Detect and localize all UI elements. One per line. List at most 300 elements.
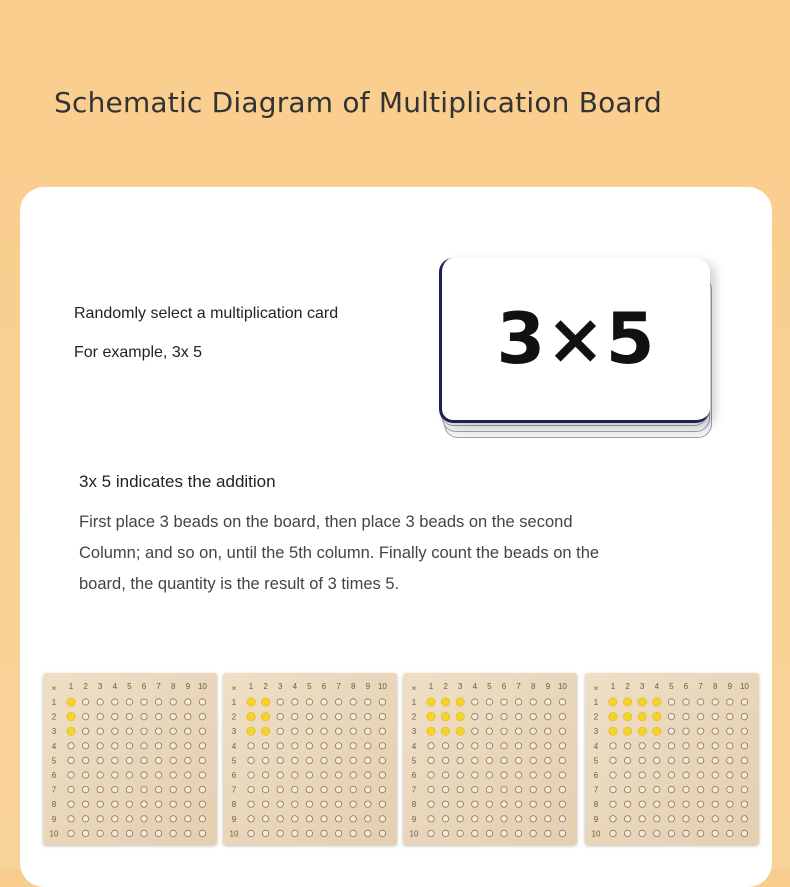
bead-hole xyxy=(248,772,254,778)
description-line-3: board, the quantity is the result of 3 times 5. xyxy=(79,575,400,593)
bead-hole xyxy=(515,699,521,705)
bead-hole xyxy=(350,772,356,778)
bead-hole xyxy=(668,830,674,836)
board-column-label: 1 xyxy=(428,682,434,691)
bead-hole xyxy=(741,728,747,734)
bead-hole xyxy=(712,713,718,719)
bead-hole xyxy=(624,772,630,778)
board-row-label: 2 xyxy=(51,712,57,722)
bead-hole xyxy=(126,699,132,705)
bead-hole xyxy=(530,786,536,792)
bead-hole xyxy=(350,728,356,734)
bead-hole xyxy=(365,728,371,734)
board-column-label: 3 xyxy=(277,682,283,691)
bead-hole xyxy=(185,801,191,807)
bead-hole xyxy=(170,728,176,734)
bead xyxy=(247,727,255,735)
bead-hole xyxy=(350,699,356,705)
board-row-label: 9 xyxy=(231,814,237,824)
bead-hole xyxy=(185,786,191,792)
bead-hole xyxy=(97,699,103,705)
board-column-label: 8 xyxy=(530,682,536,691)
bead-hole xyxy=(457,743,463,749)
bead-hole xyxy=(82,801,88,807)
bead-hole xyxy=(321,699,327,705)
bead-hole xyxy=(262,816,268,822)
bead-hole xyxy=(654,801,660,807)
bead-hole xyxy=(335,801,341,807)
board-column-label: 9 xyxy=(365,682,371,691)
board-row-label: 6 xyxy=(411,771,417,780)
bead-hole xyxy=(501,728,507,734)
board-column-label: 4 xyxy=(654,682,660,691)
board-row-label: 9 xyxy=(593,814,599,824)
bead-hole xyxy=(170,816,176,822)
board-row-label: 2 xyxy=(231,712,237,722)
bead-hole xyxy=(365,757,371,763)
board-column-label: 1 xyxy=(610,682,616,691)
bead-hole xyxy=(365,743,371,749)
bead-hole xyxy=(559,713,565,719)
bead-hole xyxy=(610,743,616,749)
bead-hole xyxy=(486,801,492,807)
bead-hole xyxy=(559,757,565,763)
bead-hole xyxy=(559,772,565,778)
bead-hole xyxy=(697,801,703,807)
bead-hole xyxy=(727,830,733,836)
bead-hole xyxy=(472,699,478,705)
bead-hole xyxy=(321,830,327,836)
bead-hole xyxy=(501,772,507,778)
bead-hole xyxy=(428,743,434,749)
bead-hole xyxy=(515,801,521,807)
bead-hole xyxy=(457,816,463,822)
board-column-label: 2 xyxy=(83,682,88,691)
bead-hole xyxy=(68,801,74,807)
bead-hole xyxy=(170,830,176,836)
bead-hole xyxy=(741,816,747,822)
bead-hole xyxy=(545,757,551,763)
bead-hole xyxy=(683,713,689,719)
bead-hole xyxy=(199,816,205,822)
bead xyxy=(653,712,661,720)
bead-hole xyxy=(654,830,660,836)
bead-hole xyxy=(335,743,341,749)
bead-hole xyxy=(82,699,88,705)
bead-hole xyxy=(199,713,205,719)
bead-hole xyxy=(365,786,371,792)
bead-hole xyxy=(515,772,521,778)
bead-hole xyxy=(350,816,356,822)
board-column-label: 5 xyxy=(669,682,674,691)
bead-hole xyxy=(141,830,147,836)
bead-hole xyxy=(68,830,74,836)
board-column-label: 7 xyxy=(698,682,703,691)
bead xyxy=(247,712,255,720)
bead-hole xyxy=(501,743,507,749)
bead-hole xyxy=(486,728,492,734)
bead-hole xyxy=(292,728,298,734)
bead-hole xyxy=(155,699,161,705)
bead-hole xyxy=(82,830,88,836)
bead-hole xyxy=(712,801,718,807)
board-corner-label: × xyxy=(231,684,237,693)
bead-hole xyxy=(472,728,478,734)
bead-hole xyxy=(141,743,147,749)
bead-hole xyxy=(624,757,630,763)
bead-hole xyxy=(442,743,448,749)
bead-hole xyxy=(486,743,492,749)
bead-hole xyxy=(683,801,689,807)
bead-hole xyxy=(277,757,283,763)
board-row-label: 10 xyxy=(229,829,239,839)
bead-hole xyxy=(697,713,703,719)
bead-hole xyxy=(277,699,283,705)
board-corner-label: × xyxy=(593,684,599,693)
board-column-label: 10 xyxy=(377,682,387,691)
bead-hole xyxy=(306,772,312,778)
bead-hole xyxy=(559,728,565,734)
bead-hole xyxy=(472,713,478,719)
bead-hole xyxy=(697,816,703,822)
board-column-label: 4 xyxy=(472,682,478,691)
bead-hole xyxy=(545,816,551,822)
board-column-label: 3 xyxy=(97,682,103,691)
intro-example: For example, 3x 5 xyxy=(74,344,203,361)
bead-hole xyxy=(457,757,463,763)
bead-hole xyxy=(683,772,689,778)
board-column-label: 5 xyxy=(127,682,132,691)
bead-hole xyxy=(365,772,371,778)
bead-hole xyxy=(112,728,118,734)
bead-hole xyxy=(442,772,448,778)
bead-hole xyxy=(727,786,733,792)
board-corner-label: × xyxy=(411,684,417,693)
bead-hole xyxy=(741,713,747,719)
bead-hole xyxy=(683,786,689,792)
bead xyxy=(441,712,449,720)
bead-hole xyxy=(141,757,147,763)
bead-hole xyxy=(112,772,118,778)
board-grid xyxy=(403,673,577,845)
bead-hole xyxy=(112,757,118,763)
board-row-label: 5 xyxy=(51,756,57,766)
bead-hole xyxy=(741,786,747,792)
bead-hole xyxy=(545,772,551,778)
bead-hole xyxy=(335,830,341,836)
bead-hole xyxy=(112,830,118,836)
bead-hole xyxy=(68,757,74,763)
bead-hole xyxy=(683,757,689,763)
bead-hole xyxy=(428,801,434,807)
board-column-label: 8 xyxy=(350,682,356,691)
bead-hole xyxy=(292,699,298,705)
bead-hole xyxy=(727,699,733,705)
bead-hole xyxy=(170,757,176,763)
board-row-label: 7 xyxy=(51,785,57,795)
board-row-label: 8 xyxy=(51,800,57,810)
bead-hole xyxy=(170,801,176,807)
bead-hole xyxy=(683,743,689,749)
bead-hole xyxy=(306,699,312,705)
board-row-label: 9 xyxy=(411,814,417,824)
bead-hole xyxy=(185,816,191,822)
bead-hole xyxy=(559,801,565,807)
bead-hole xyxy=(501,816,507,822)
bead-hole xyxy=(530,743,536,749)
bead-hole xyxy=(126,728,132,734)
bead-hole xyxy=(126,772,132,778)
bead-hole xyxy=(428,786,434,792)
bead-hole xyxy=(515,713,521,719)
bead-hole xyxy=(97,772,103,778)
bead-hole xyxy=(185,830,191,836)
bead-hole xyxy=(668,801,674,807)
bead-hole xyxy=(277,728,283,734)
bead-hole xyxy=(170,772,176,778)
board-row-label: 7 xyxy=(411,785,417,795)
bead-hole xyxy=(727,713,733,719)
bead-hole xyxy=(712,728,718,734)
board-column-label: 9 xyxy=(727,682,733,691)
bead-hole xyxy=(610,772,616,778)
bead-hole xyxy=(472,830,478,836)
bead xyxy=(261,698,269,706)
bead-hole xyxy=(335,757,341,763)
bead-hole xyxy=(350,743,356,749)
bead-hole xyxy=(727,757,733,763)
multiplication-board-3 xyxy=(403,673,577,845)
bead-hole xyxy=(365,816,371,822)
multiplication-board-4 xyxy=(585,673,759,845)
bead-hole xyxy=(185,743,191,749)
bead-hole xyxy=(697,699,703,705)
bead-hole xyxy=(472,786,478,792)
bead-hole xyxy=(141,713,147,719)
bead-hole xyxy=(365,801,371,807)
board-column-label: 4 xyxy=(292,682,298,691)
bead-hole xyxy=(559,830,565,836)
bead-hole xyxy=(741,772,747,778)
bead-hole xyxy=(170,786,176,792)
bead-hole xyxy=(185,713,191,719)
bead-hole xyxy=(112,816,118,822)
bead-hole xyxy=(624,801,630,807)
bead xyxy=(67,712,75,720)
bead-hole xyxy=(335,713,341,719)
board-row-label: 10 xyxy=(49,829,59,839)
bead xyxy=(638,712,646,720)
bead-hole xyxy=(428,816,434,822)
bead-hole xyxy=(199,830,205,836)
bead-hole xyxy=(668,743,674,749)
description-line-1: First place 3 beads on the board, then place 3 beads on the second xyxy=(79,513,573,531)
bead-hole xyxy=(515,743,521,749)
bead-hole xyxy=(668,713,674,719)
bead xyxy=(67,698,75,706)
board-row-label: 8 xyxy=(231,800,237,810)
bead-hole xyxy=(155,757,161,763)
board-row-label: 3 xyxy=(231,727,237,737)
bead-hole xyxy=(199,699,205,705)
bead-hole xyxy=(292,743,298,749)
bead-hole xyxy=(530,713,536,719)
bead-hole xyxy=(624,830,630,836)
bead-hole xyxy=(321,816,327,822)
bead-hole xyxy=(365,699,371,705)
board-column-label: 7 xyxy=(516,682,521,691)
bead-hole xyxy=(515,830,521,836)
bead-hole xyxy=(97,816,103,822)
board-row-label: 6 xyxy=(231,771,237,780)
bead-hole xyxy=(112,786,118,792)
bead-hole xyxy=(126,801,132,807)
bead-hole xyxy=(379,713,385,719)
board-column-label: 7 xyxy=(156,682,161,691)
board-column-label: 2 xyxy=(263,682,268,691)
bead-hole xyxy=(112,699,118,705)
board-row-label: 5 xyxy=(593,756,599,766)
bead-hole xyxy=(321,757,327,763)
bead-hole xyxy=(457,772,463,778)
board-column-label: 3 xyxy=(639,682,645,691)
bead-hole xyxy=(501,801,507,807)
bead-hole xyxy=(155,830,161,836)
board-column-label: 8 xyxy=(712,682,718,691)
bead-hole xyxy=(442,830,448,836)
bead-hole xyxy=(292,713,298,719)
bead-hole xyxy=(712,786,718,792)
bead-hole xyxy=(639,772,645,778)
bead-hole xyxy=(185,772,191,778)
bead-hole xyxy=(668,728,674,734)
board-column-label: 10 xyxy=(557,682,567,691)
board-grid xyxy=(223,673,397,845)
bead-hole xyxy=(335,728,341,734)
board-row-label: 4 xyxy=(51,741,57,751)
bead-hole xyxy=(379,830,385,836)
bead-hole xyxy=(624,743,630,749)
bead-hole xyxy=(199,786,205,792)
board-row-label: 8 xyxy=(411,800,417,810)
bead-hole xyxy=(654,772,660,778)
board-column-label: 2 xyxy=(625,682,630,691)
bead-hole xyxy=(559,816,565,822)
bead xyxy=(623,712,631,720)
board-column-label: 5 xyxy=(487,682,492,691)
bead xyxy=(247,698,255,706)
bead-hole xyxy=(199,801,205,807)
bead-hole xyxy=(199,743,205,749)
bead-hole xyxy=(486,713,492,719)
bead xyxy=(427,712,435,720)
bead-hole xyxy=(248,801,254,807)
bead-hole xyxy=(712,743,718,749)
bead-hole xyxy=(486,757,492,763)
multiplication-card xyxy=(439,258,710,423)
bead-hole xyxy=(545,830,551,836)
bead-hole xyxy=(683,816,689,822)
bead-hole xyxy=(472,772,478,778)
bead-hole xyxy=(82,786,88,792)
bead-hole xyxy=(668,699,674,705)
board-column-label: 10 xyxy=(197,682,207,691)
bead-hole xyxy=(442,801,448,807)
bead-hole xyxy=(610,816,616,822)
bead-hole xyxy=(155,816,161,822)
bead-hole xyxy=(741,699,747,705)
bead-hole xyxy=(379,772,385,778)
intro-instruction: Randomly select a multiplication card xyxy=(74,305,339,322)
board-row-label: 4 xyxy=(411,741,417,751)
bead-hole xyxy=(379,816,385,822)
bead-hole xyxy=(155,772,161,778)
bead-hole xyxy=(712,699,718,705)
bead-hole xyxy=(248,816,254,822)
bead-hole xyxy=(741,743,747,749)
board-row-label: 5 xyxy=(411,756,417,766)
bead-hole xyxy=(185,699,191,705)
bead-hole xyxy=(530,728,536,734)
bead-hole xyxy=(457,830,463,836)
bead-hole xyxy=(486,786,492,792)
board-row-label: 7 xyxy=(593,785,599,795)
bead-hole xyxy=(457,801,463,807)
bead-hole xyxy=(306,757,312,763)
bead-hole xyxy=(68,772,74,778)
bead-hole xyxy=(262,757,268,763)
board-column-label: 6 xyxy=(683,682,689,691)
bead-hole xyxy=(545,728,551,734)
bead xyxy=(653,698,661,706)
bead-hole xyxy=(170,699,176,705)
board-row-label: 10 xyxy=(409,829,419,839)
board-column-label: 7 xyxy=(336,682,341,691)
bead-hole xyxy=(277,772,283,778)
bead xyxy=(638,698,646,706)
multiplication-card-stack xyxy=(434,258,734,448)
bead xyxy=(623,698,631,706)
bead-hole xyxy=(248,830,254,836)
board-row-label: 1 xyxy=(231,698,237,707)
board-row-label: 7 xyxy=(231,785,237,795)
bead-hole xyxy=(170,743,176,749)
bead-hole xyxy=(501,699,507,705)
board-column-label: 3 xyxy=(457,682,463,691)
bead-hole xyxy=(292,801,298,807)
card-equation: 3×5 xyxy=(496,298,656,380)
bead-hole xyxy=(654,757,660,763)
bead-hole xyxy=(486,699,492,705)
bead xyxy=(456,712,464,720)
bead-hole xyxy=(155,713,161,719)
bead-hole xyxy=(501,757,507,763)
bead-hole xyxy=(112,743,118,749)
bead-hole xyxy=(321,728,327,734)
bead-hole xyxy=(530,816,536,822)
board-grid xyxy=(43,673,217,845)
bead-hole xyxy=(545,713,551,719)
bead-hole xyxy=(199,757,205,763)
bead xyxy=(441,727,449,735)
bead xyxy=(456,727,464,735)
bead-hole xyxy=(428,772,434,778)
board-row-label: 3 xyxy=(411,727,417,737)
bead-hole xyxy=(683,699,689,705)
bead-hole xyxy=(321,801,327,807)
bead-hole xyxy=(185,757,191,763)
bead-hole xyxy=(306,786,312,792)
